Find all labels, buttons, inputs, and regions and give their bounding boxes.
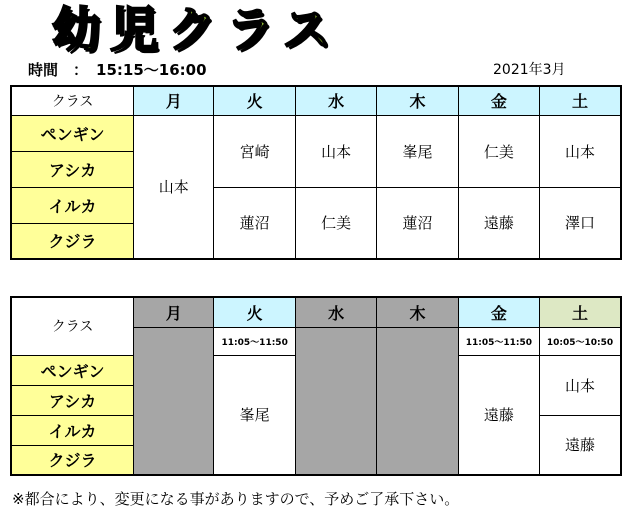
date-label: 2021年3月 bbox=[493, 62, 566, 78]
class-iruka: イルカ bbox=[11, 187, 134, 223]
day-tue: 火 bbox=[214, 86, 295, 115]
teacher2-sat-lower: 遠藤 bbox=[540, 415, 621, 475]
closed-wed bbox=[295, 327, 376, 475]
teacher-thu-upper: 峯尾 bbox=[377, 115, 458, 187]
time-tue: 11:05〜11:50 bbox=[214, 327, 295, 355]
class2-kujira: クジラ bbox=[11, 445, 134, 475]
teacher-fri-upper: 仁美 bbox=[458, 115, 539, 187]
teacher-tue-lower: 蓮沼 bbox=[214, 187, 295, 259]
time-value: 15:15〜16:00 bbox=[96, 61, 207, 79]
schedule-table-main bbox=[10, 85, 622, 260]
day-wed: 水 bbox=[295, 86, 376, 115]
teacher-fri-lower: 遠藤 bbox=[458, 187, 539, 259]
day2-mon: 月 bbox=[134, 297, 214, 327]
time-label: 時間 ： bbox=[28, 61, 89, 79]
day-fri: 金 bbox=[458, 86, 539, 115]
class-kujira: クジラ bbox=[11, 223, 134, 259]
day-thu: 木 bbox=[377, 86, 458, 115]
closed-thu bbox=[377, 327, 458, 475]
teacher2-tue: 峯尾 bbox=[214, 355, 295, 475]
class2-penguin: ペンギン bbox=[11, 355, 134, 385]
teacher-tue-upper: 宮崎 bbox=[214, 115, 295, 187]
class-header: クラス bbox=[11, 86, 134, 115]
day2-wed: 水 bbox=[295, 297, 376, 327]
class-ashika: アシカ bbox=[11, 151, 134, 187]
page-title: 幼児クラス bbox=[52, 2, 341, 58]
class2-iruka: イルカ bbox=[11, 415, 134, 445]
day2-sat: 土 bbox=[540, 297, 621, 327]
footnote: ※都合により、変更になる事がありますので、予めご了承下さい。 bbox=[12, 490, 460, 508]
day2-thu: 木 bbox=[377, 297, 458, 327]
teacher-sat-upper: 山本 bbox=[540, 115, 621, 187]
class2-ashika: アシカ bbox=[11, 385, 134, 415]
day2-fri: 金 bbox=[458, 297, 539, 327]
teacher2-sat-upper: 山本 bbox=[540, 355, 621, 415]
day-mon: 月 bbox=[134, 86, 214, 115]
closed-mon bbox=[134, 327, 214, 475]
day-sat: 土 bbox=[540, 86, 621, 115]
day2-tue: 火 bbox=[214, 297, 295, 327]
teacher-thu-lower: 蓮沼 bbox=[377, 187, 458, 259]
teacher-sat-lower: 澤口 bbox=[540, 187, 621, 259]
time-info bbox=[28, 60, 207, 80]
time-sat: 10:05〜10:50 bbox=[540, 327, 621, 355]
teacher-wed-lower: 仁美 bbox=[295, 187, 376, 259]
class-penguin: ペンギン bbox=[11, 115, 134, 151]
time-fri: 11:05〜11:50 bbox=[458, 327, 539, 355]
teacher-mon: 山本 bbox=[134, 115, 214, 259]
teacher-wed-upper: 山本 bbox=[295, 115, 376, 187]
teacher2-fri: 遠藤 bbox=[458, 355, 539, 475]
class-header-2: クラス bbox=[11, 297, 134, 355]
schedule-table-secondary bbox=[10, 296, 622, 476]
